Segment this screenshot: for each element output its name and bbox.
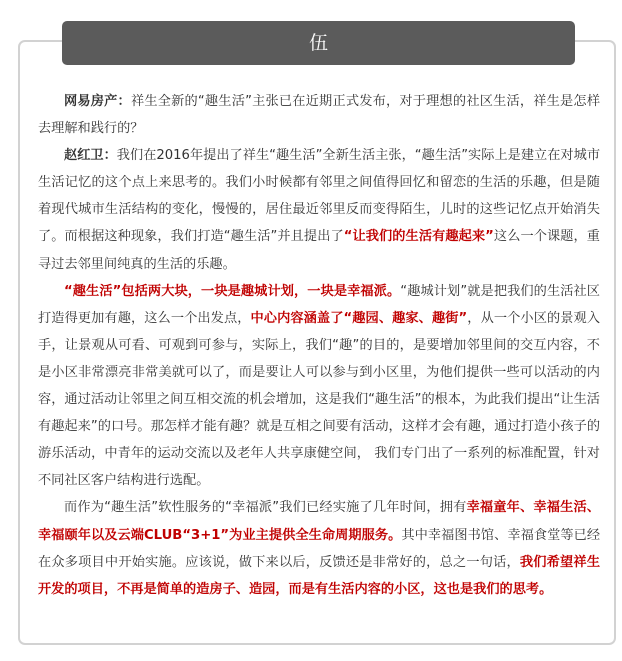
highlight-text: 我们希望祥生开发的项目，不再是简单的造房子、造园，而是有生活内容的小区，这也是我们的思考。: [38, 554, 601, 597]
paragraph-text: “趣城计划”就是把我们的生活社区打造得更加有趣，这么一个出发点，: [38, 283, 600, 326]
speaker-label: 赵红卫：: [64, 148, 117, 164]
paragraph-text: 我们在2016年提出了祥生“趣生活”全新生活主张，“趣生活”实际上是建立在对城市生活记忆的这个点上来思考的。我们小时候都有邻里之间值得回忆和留恋的生活的乐趣，但是随着现代城市生活结构的变化，慢慢的，居住最近邻里反而变得陌生，儿时的这些记忆点开始消失了。而根据这种现象，我们打造“趣生活”并且提出了: [38, 148, 601, 245]
paragraph: [38, 278, 600, 495]
highlight-text: “趣生活”包括两大块，一块是趣城计划，一块是幸福派。: [64, 283, 401, 299]
paragraph: [38, 142, 600, 277]
highlight-text: 中心内容涵盖了“趣园、趣家、趣街”: [250, 310, 468, 326]
section-title: 伍: [308, 32, 328, 54]
paragraph-text: 其中幸福图书馆、幸福食堂等已经在众多项目中开始实施。应该说，做下来以后，反馈还是非常好的，总之一句话，: [38, 527, 601, 570]
highlight-text: 幸福童年、幸福生活、幸福颐年以及云端CLUB“3+1”为业主提供全生命周期服务。: [38, 500, 600, 543]
section-header: [62, 21, 575, 65]
article-body: [38, 88, 600, 603]
paragraph-text: ，从一个小区的景观入手，让景观从可看、可观到可参与，实际上，我们“趣”的目的，是要增加邻里间的交互内容，不是小区非常漂亮非常美就可以了，而是要让人可以参与到小区里，为他们提供一些可以活动的内容，通过活动让邻里之间互相交流的机会增加，这是我们“趣生活”的根本，为此我们提出“让生活有趣起来”的口号。那怎样才能有趣？就是互相之间要有活动，这样才会有趣，通过打造小孩子的游乐活动，中青年的运动交流以及老年人共享康健空间， 我们专门出了一系列的标准配置，针对不同社区客户结构进行选配。: [38, 310, 601, 489]
speaker-label: 网易房产：: [64, 94, 131, 109]
paragraph: [38, 88, 600, 142]
paragraph: [38, 494, 600, 602]
paragraph-text: 这么一个课题，重寻过去邻里间纯真的生活的乐趣。: [38, 229, 600, 272]
highlight-text: “让我们的生活有趣起来”: [343, 229, 494, 245]
paragraph-text: 祥生全新的“趣生活”主张已在近期正式发布，对于理想的社区生活，祥生是怎样去理解和践行的？: [38, 94, 601, 137]
paragraph-text: 而作为“趣生活”软性服务的“幸福派”我们已经实施了几年时间，拥有: [64, 500, 467, 516]
